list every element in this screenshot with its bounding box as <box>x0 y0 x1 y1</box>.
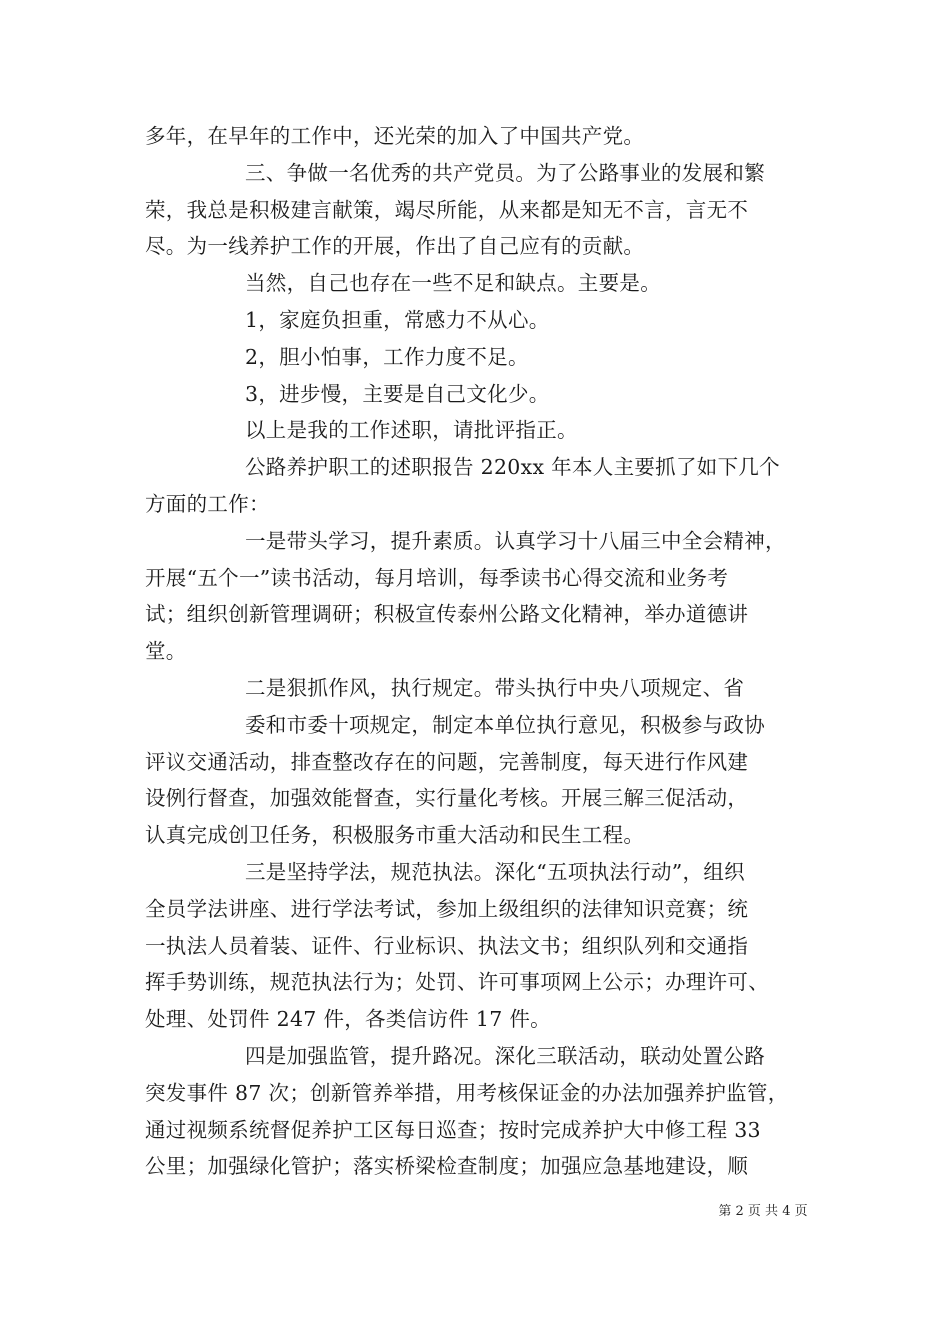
text-line: 突发事件 87 次；创新管养举措，用考核保证金的办法加强养护监管， <box>145 1080 789 1105</box>
text-line: 一执法人员着装、证件、行业标识、执法文书；组织队列和交通指 <box>145 933 749 958</box>
text-line: 公路养护职工的述职报告 220xx 年本人主要抓了如下几个 <box>245 455 780 480</box>
text-line: 全员学法讲座、进行学法考试，参加上级组织的法律知识竞赛；统 <box>145 896 749 921</box>
body-text <box>145 118 815 1185</box>
text-line: 试；组织创新管理调研；积极宣传泰州公路文化精神，举办道德讲 <box>145 602 749 627</box>
text-line: 评议交通活动，排查整改存在的问题，完善制度，每天进行作风建 <box>145 749 749 774</box>
text-line: 多年，在早年的工作中，还光荣的加入了中国共产党。 <box>145 124 645 148</box>
text-line: 委和市委十项规定，制定本单位执行意见，积极参与政协 <box>245 712 765 737</box>
text-line: 三、争做一名优秀的共产党员。为了公路事业的发展和繁 <box>245 160 765 185</box>
text-line: 当然，自己也存在一些不足和缺点。主要是。 <box>245 271 661 296</box>
text-line: 以上是我的工作述职，请批评指正。 <box>245 418 578 443</box>
text-line: 开展“五个一”读书活动，每月培训，每季读书心得交流和业务考 <box>145 565 729 590</box>
text-line: 方面的工作： <box>145 491 270 516</box>
text-line: 三是坚持学法，规范执法。深化“五项执法行动”，组织 <box>245 859 745 884</box>
text-line: 四是加强监管，提升路况。深化三联活动，联动处置公路 <box>245 1043 765 1068</box>
text-line: 2，胆小怕事，工作力度不足。 <box>245 344 529 369</box>
text-line: 1，家庭负担重，常感力不从心。 <box>245 307 550 332</box>
text-line: 设例行督查，加强效能督查，实行量化考核。开展三解三促活动， <box>145 786 749 811</box>
text-line: 3，进步慢，主要是自己文化少。 <box>245 381 550 406</box>
text-line: 一是带头学习，提升素质。认真学习十八届三中全会精神， <box>245 528 786 553</box>
page-number: 第 2 页 共 4 页 <box>718 1204 808 1219</box>
text-line: 通过视频系统督促养护工区每日巡查；按时完成养护大中修工程 33 <box>145 1117 761 1142</box>
text-line: 尽。为一线养护工作的开展，作出了自己应有的贡献。 <box>145 234 645 259</box>
text-line: 认真完成创卫任务，积极服务市重大活动和民生工程。 <box>145 823 645 848</box>
text-line: 二是狠抓作风，执行规定。带头执行中央八项规定、省 <box>245 675 745 700</box>
text-line: 公里；加强绿化管护；落实桥梁检查制度；加强应急基地建设，顺 <box>145 1154 749 1179</box>
text-line: 荣，我总是积极建言献策，竭尽所能，从来都是知无不言，言无不 <box>145 197 749 222</box>
text-line: 堂。 <box>145 639 187 664</box>
text-line: 挥手势训练，规范执法行为；处罚、许可事项网上公示；办理许可、 <box>145 970 769 995</box>
text-line: 处理、处罚件 247 件，各类信访件 17 件。 <box>145 1007 551 1032</box>
page-footer <box>0 1204 950 1220</box>
